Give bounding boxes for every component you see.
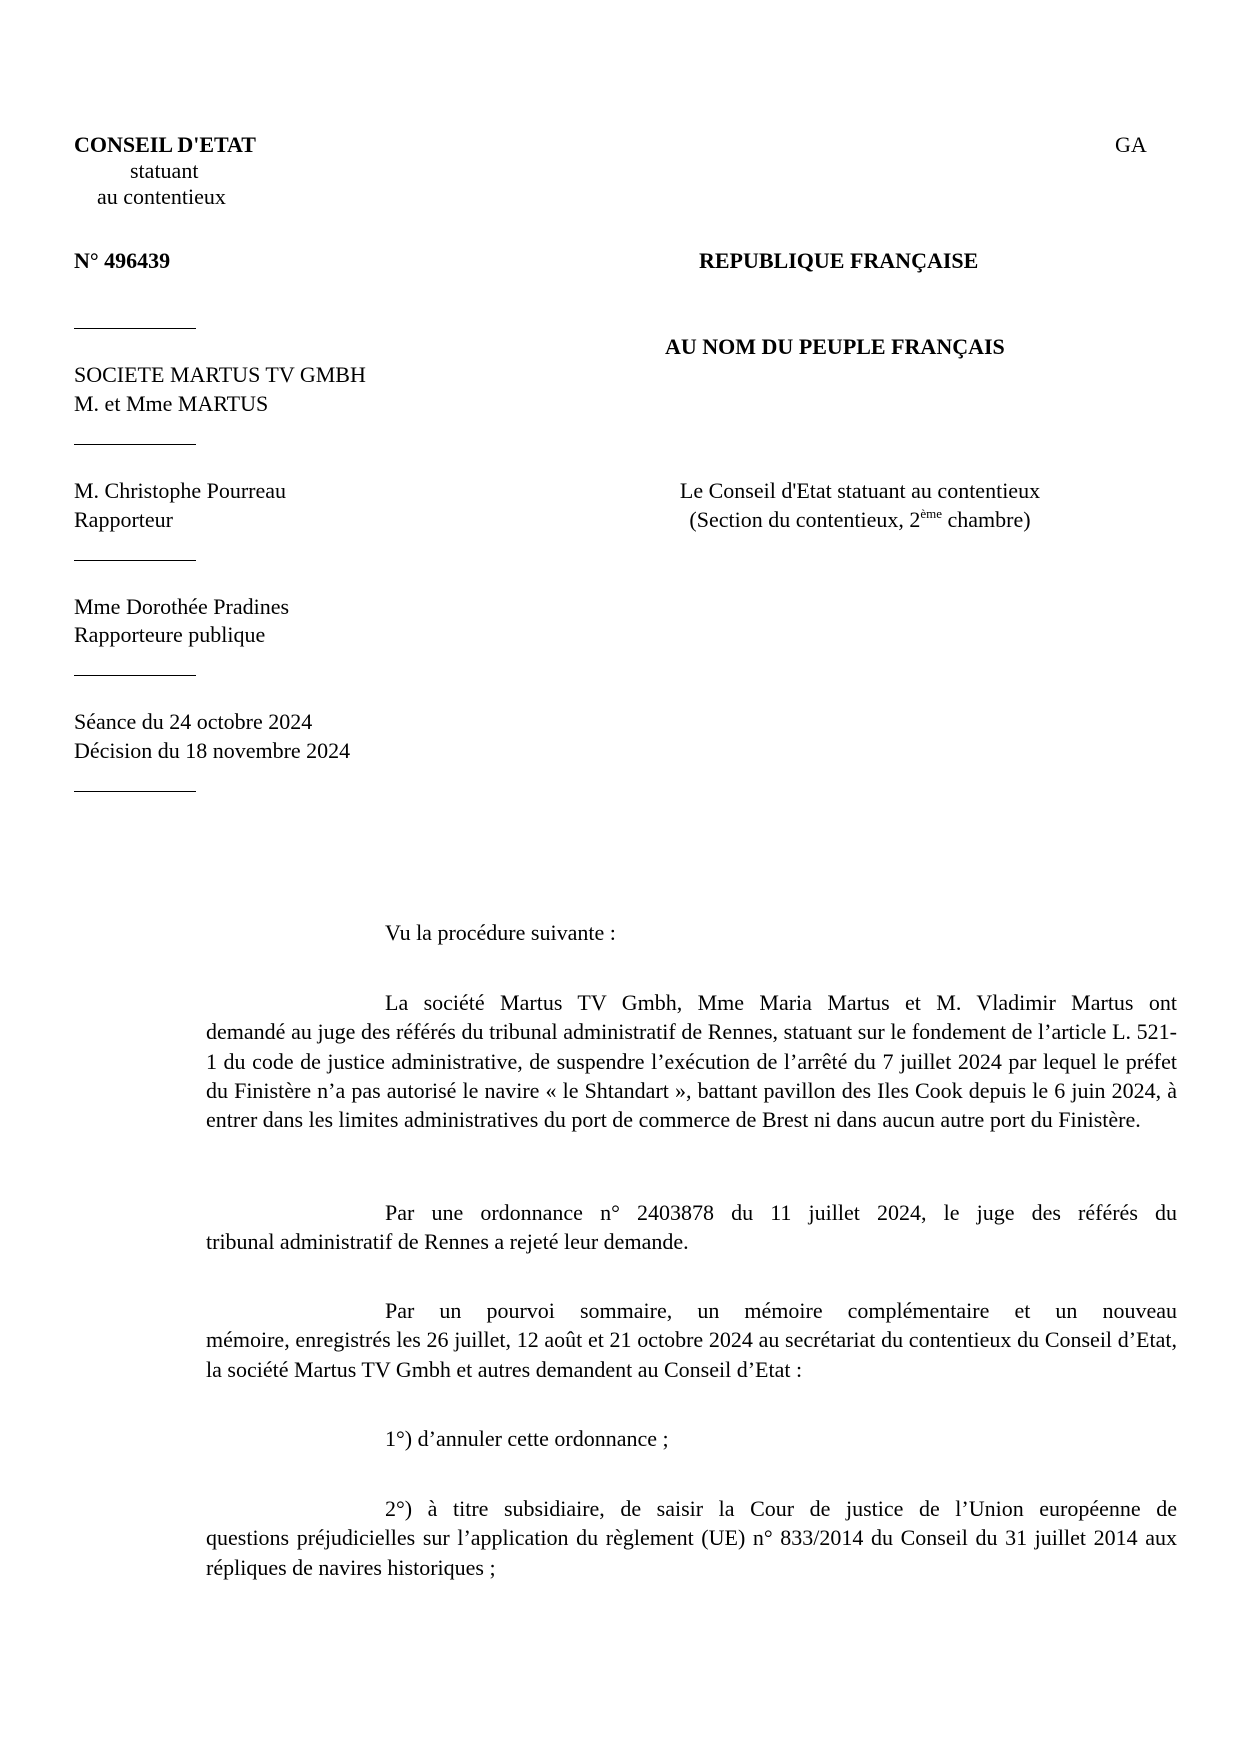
paragraph-lead: Par une ordonnance n° 2403878 du 11 juillet 2024, le juge des référés du xyxy=(385,1200,1177,1225)
paragraph-body: demandé au juge des référés du tribunal administratif de Rennes, statuant sur le fondement de l’article L. 521-1 du code de justice administrative, de suspendre l’exécution de l’arrêté du 7 juillet 2024 par lequel le préfet du Finistère n’a pas autorisé le navire « le Shtandart », battant pavillon des Iles Cook depuis le 6 juin 2024, à entrer dans les limites administratives du port de commerce de Brest ni dans aucun autre port du Finistère. xyxy=(206,1019,1177,1133)
separator xyxy=(74,328,196,329)
paragraph xyxy=(206,1296,1177,1384)
seance-date: Séance du 24 octobre 2024 xyxy=(74,709,313,734)
paragraph xyxy=(206,1198,1177,1257)
paragraph-lead: La société Martus TV Gmbh, Mme Maria Martus et M. Vladimir Martus ont xyxy=(385,990,1177,1015)
paragraph-body: questions préjudicielles sur l’application du règlement (UE) n° 833/2014 du Conseil du 31 juillet 2014 aux répliques de navires historiques ; xyxy=(206,1525,1177,1580)
paragraph-lead: 1°) d’annuler cette ordonnance ; xyxy=(385,1426,669,1451)
paragraph xyxy=(206,988,1177,1134)
court-subtitle-line2: statuant xyxy=(130,158,199,183)
paragraph xyxy=(206,1494,1177,1582)
decision-date: Décision du 18 novembre 2024 xyxy=(74,738,351,763)
case-number: N° 496439 xyxy=(74,248,171,273)
document-code: GA xyxy=(1115,132,1147,157)
paragraph-body: tribunal administratif de Rennes a rejeté leur demande. xyxy=(206,1229,689,1255)
separator xyxy=(74,560,196,561)
vu-la-procedure: Vu la procédure suivante : xyxy=(385,920,616,945)
court-subtitle-line3: au contentieux xyxy=(97,184,226,209)
paragraph-lead: Par un pourvoi sommaire, un mémoire complémentaire et un nouveau xyxy=(385,1298,1177,1323)
formation-line2-text: (Section du contentieux, 2 xyxy=(689,507,921,532)
rapporteure-publique-role: Rapporteure publique xyxy=(74,622,266,647)
formation-line2-tail: chambre) xyxy=(942,507,1031,532)
rapporteure-publique-name: Mme Dorothée Pradines xyxy=(74,594,290,619)
party-line: SOCIETE MARTUS TV GMBH xyxy=(74,362,366,387)
formation-line1: Le Conseil d'Etat statuant au contentieux xyxy=(679,478,1041,503)
paragraph-body: mémoire, enregistrés les 26 juillet, 12 août et 21 octobre 2024 au secrétariat du contentieux du Conseil d’Etat, la société Martus TV Gmbh et autres demandent au Conseil d’Etat : xyxy=(206,1327,1177,1382)
rapporteur-role: Rapporteur xyxy=(74,507,173,532)
rapporteur-name: M. Christophe Pourreau xyxy=(74,478,287,503)
formation-line2 xyxy=(620,505,1100,534)
paragraph-lead: 2°) à titre subsidiaire, de saisir la Cour de justice de l’Union européenne de xyxy=(385,1496,1177,1521)
separator xyxy=(74,675,196,676)
republic-heading: REPUBLIQUE FRANÇAISE xyxy=(699,248,979,273)
court-name: CONSEIL D'ETAT xyxy=(74,132,256,157)
separator xyxy=(74,444,196,445)
paragraph xyxy=(206,1424,1177,1453)
au-nom-du-peuple-heading: AU NOM DU PEUPLE FRANÇAIS xyxy=(665,334,1005,359)
ordinal-superscript: ème xyxy=(920,506,943,521)
separator xyxy=(74,791,196,792)
party-line: M. et Mme MARTUS xyxy=(74,391,269,416)
